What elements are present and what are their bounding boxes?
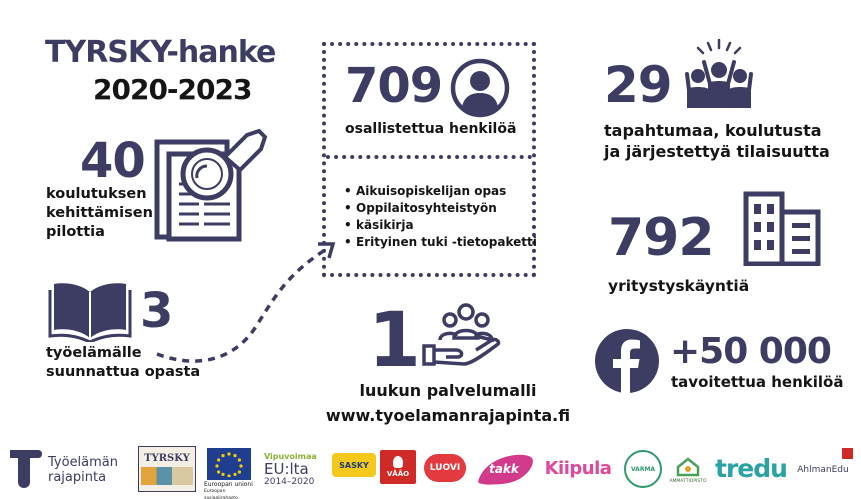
list-item: • Oppilaitosyhteistyön (344, 200, 537, 217)
stat-events-number: 29 (604, 56, 672, 114)
list-item: • käsikirja (344, 217, 537, 234)
stat-pilots-label: koulutuksen kehittämisen pilottia (46, 186, 153, 240)
varma-logo: VARMA (624, 450, 662, 488)
eu-flag-icon (207, 448, 251, 480)
stat-visits-number: 792 (608, 208, 714, 268)
tyoelaman-rajapinta-logo-mark (8, 446, 44, 490)
page-title: TYRSKY-hanke (45, 35, 276, 70)
crowd-cheering-icon (684, 38, 754, 110)
stat-reach-number: +50 000 (670, 331, 831, 372)
stat-visits-label: yritystyskäyntiä (608, 277, 750, 295)
ammattiopisto-logo: AMMATTIOPISTO (666, 450, 710, 490)
kiipula-logo: Kiipula (544, 457, 612, 479)
ahlmanedu-flag-icon (842, 448, 853, 459)
vaao-logo: VÅÅO (380, 450, 416, 484)
office-building-icon (742, 190, 822, 266)
tredu-logo: tredu (715, 453, 787, 483)
open-book-icon (48, 280, 132, 342)
stat-events-label: tapahtumaa, koulutusta ja järjestettyä tilaisuutta (604, 121, 830, 161)
stat-service-label: luukun palvelumalli www.tyoelamanrajapinta.fi (318, 378, 578, 428)
luovi-logo: LUOVI (424, 454, 466, 482)
stat-participants-label: osallistettua henkilöä (345, 121, 517, 137)
tyoelaman-rajapinta-logo: Työelämän rajapinta (48, 455, 119, 485)
ahlmanedu-logo: AhlmanEdu (797, 465, 849, 475)
eu-logo-text: Euroopan unioni Euroopan sosiaalirahasto (204, 481, 253, 499)
service-website-link[interactable]: www.tyoelamanrajapinta.fi (325, 406, 571, 425)
stat-pilots-number: 40 (80, 133, 145, 189)
list-item: • Erityinen tuki -tietopaketti (344, 234, 537, 251)
materials-list (344, 183, 537, 251)
stat-guides-number: 3 (140, 283, 173, 339)
stat-reach-label: tavoitettua henkilöä (671, 373, 844, 391)
takk-logo: takk (472, 452, 536, 486)
sasky-logo: SASKY (332, 453, 376, 477)
partner-logos (0, 440, 861, 499)
facebook-icon (594, 328, 660, 394)
document-magnifier-icon (152, 122, 277, 242)
stat-service-number: 1 (368, 295, 420, 384)
stat-participants-number: 709 (345, 58, 443, 114)
vipuvoimaa-logo: Vipuvoimaa EU:lta 2014–2020 (264, 451, 317, 487)
tyrsky-logo: TYRSKY (138, 446, 196, 492)
list-item: • Aikuisopiskelijan opas (344, 183, 537, 200)
page-years: 2020-2023 (93, 73, 252, 106)
dashed-connector-arrow (155, 238, 340, 368)
stat-guides-label: työelämälle suunnattua opasta (46, 345, 201, 380)
person-icon (450, 58, 510, 118)
participants-box-divider (326, 155, 532, 159)
hand-with-people-icon (420, 300, 502, 370)
